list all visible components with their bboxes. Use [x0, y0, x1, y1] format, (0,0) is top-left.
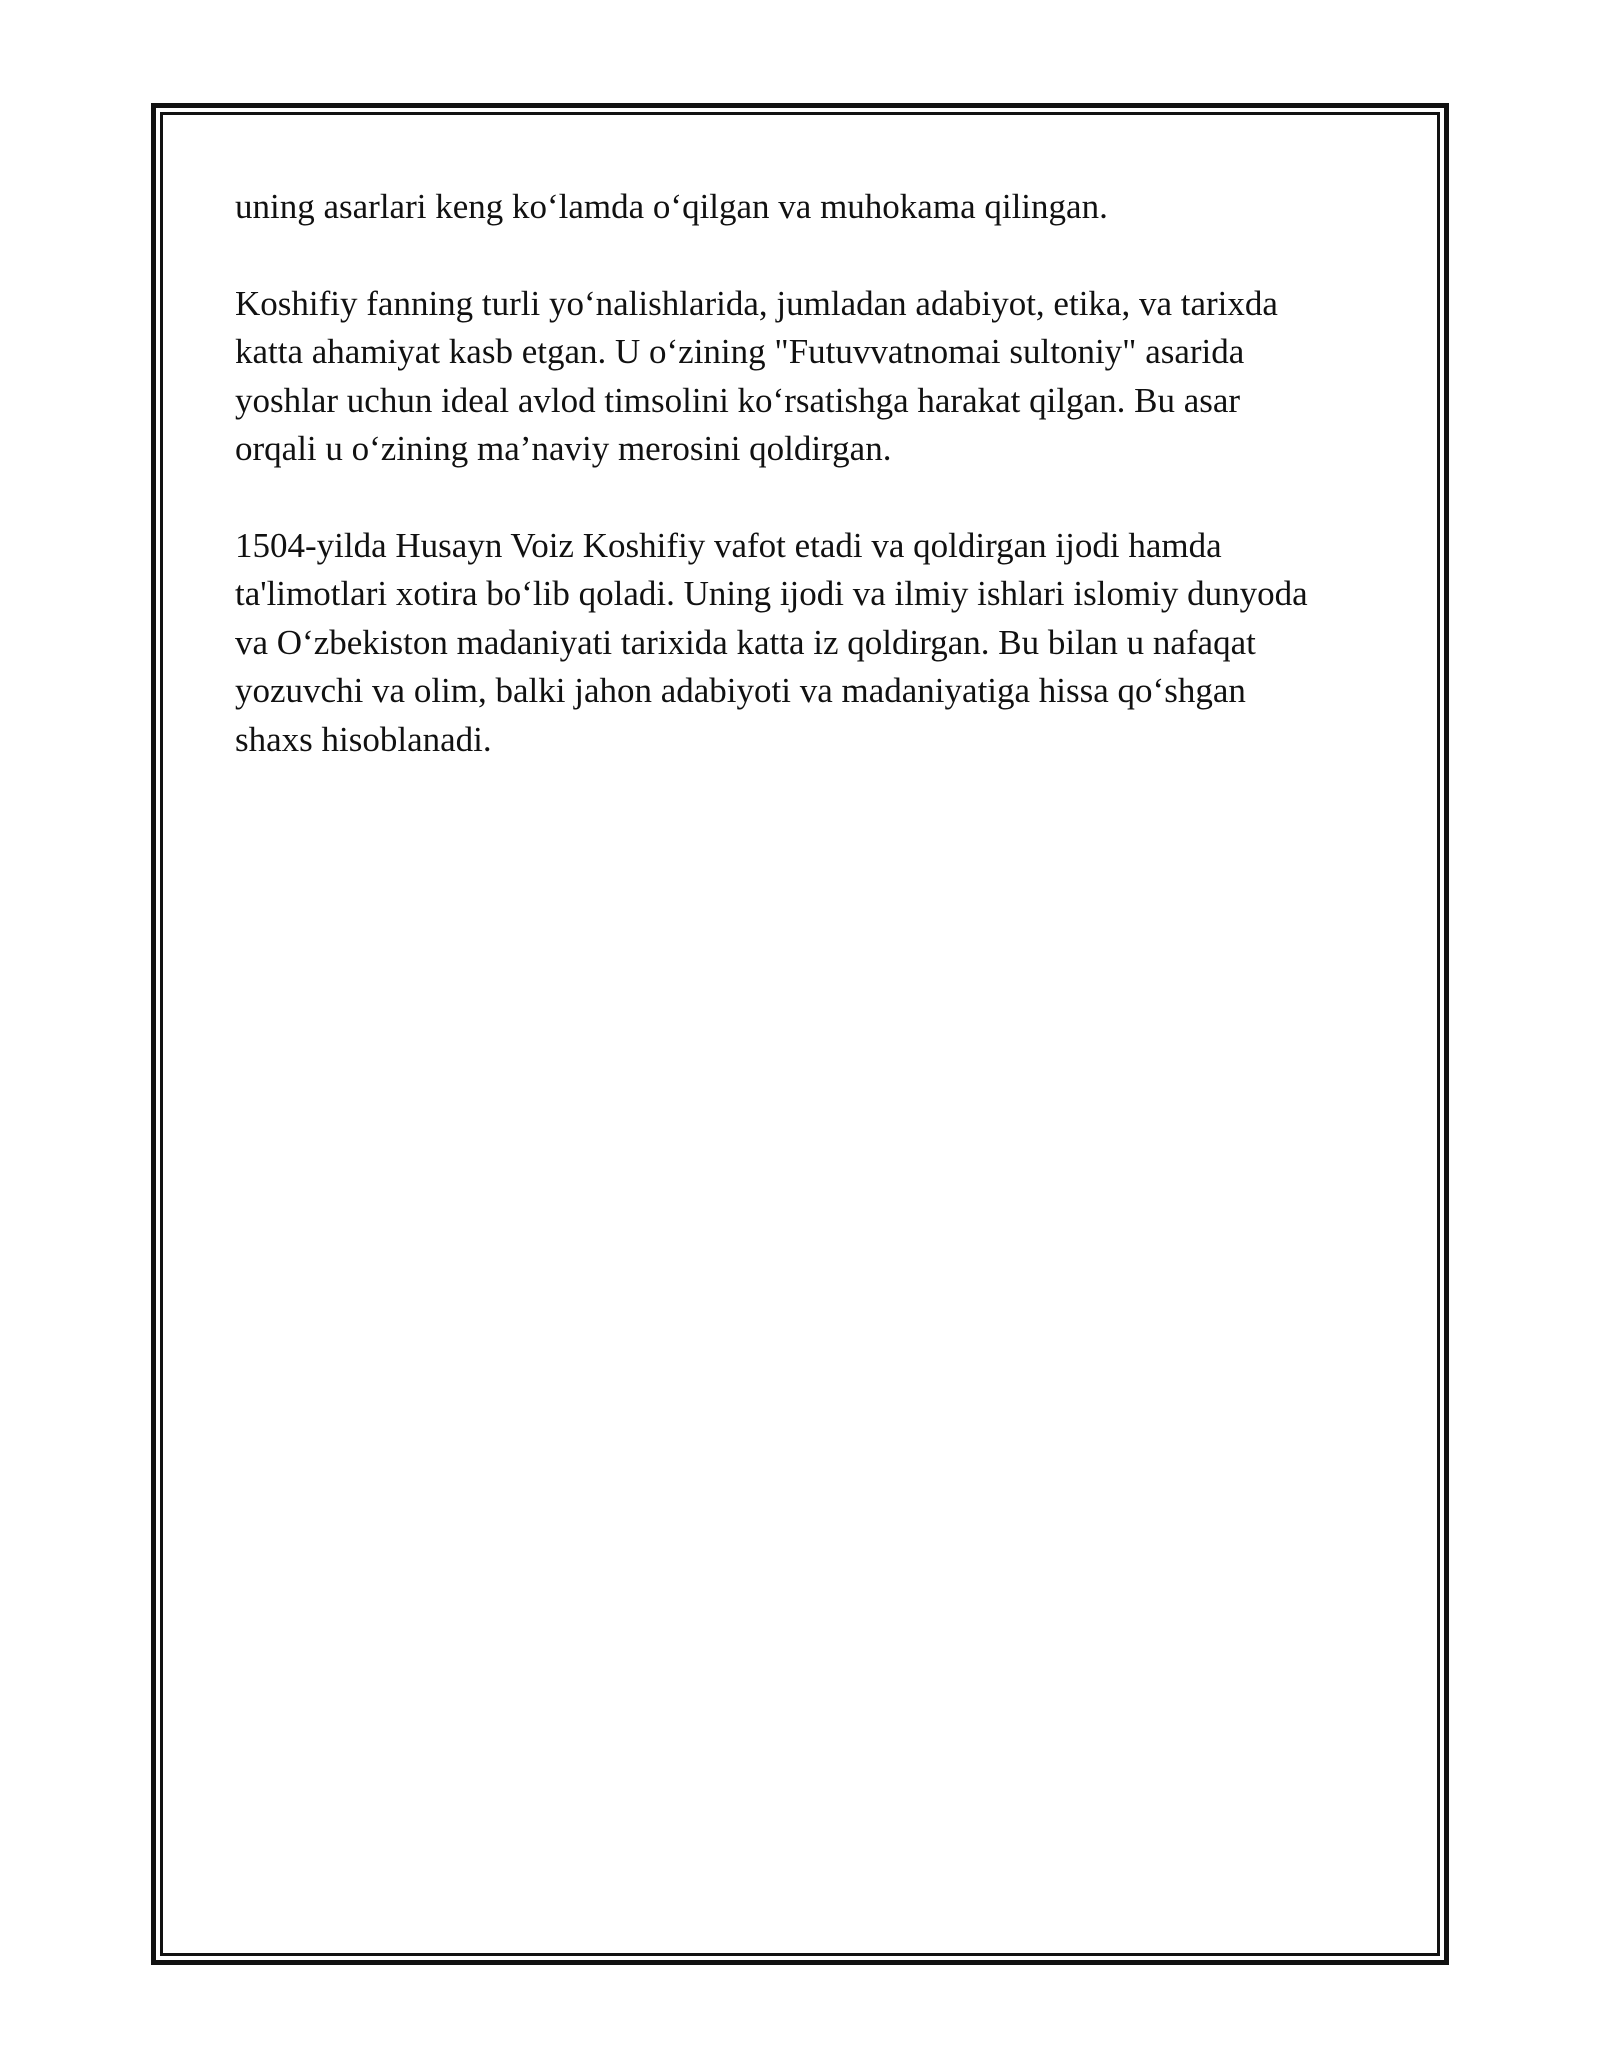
document-body	[235, 183, 1375, 812]
paragraph-2: Koshifiy fanning turli yo‘nalishlarida, jumladan adabiyot, etika, va tarixda katta ahamiyat kasb etgan. U o‘zining "Futuvvatnomai sultoniy" asarida yoshlar uchun ideal avlod timsolini ko‘rsatishga harakat qilgan. Bu asar orqali u o‘zining ma’naviy merosini qoldirgan.	[235, 283, 1278, 468]
paragraph-3: 1504-yilda Husayn Voiz Koshifiy vafot etadi va qoldirgan ijodi hamda ta'limotlari xotira bo‘lib qoladi. Uning ijodi va ilmiy ishlari islomiy dunyoda va O‘zbekiston madaniyati tarixida katta iz qoldirgan. Bu bilan u nafaqat yozuvchi va olim, balki jahon adabiyoti va madaniyatiga hissa qo‘shgan shaxs hisoblanadi.	[235, 525, 1308, 759]
paragraph-1: uning asarlari keng ko‘lamda o‘qilgan va muhokama qilingan.	[235, 187, 1108, 226]
